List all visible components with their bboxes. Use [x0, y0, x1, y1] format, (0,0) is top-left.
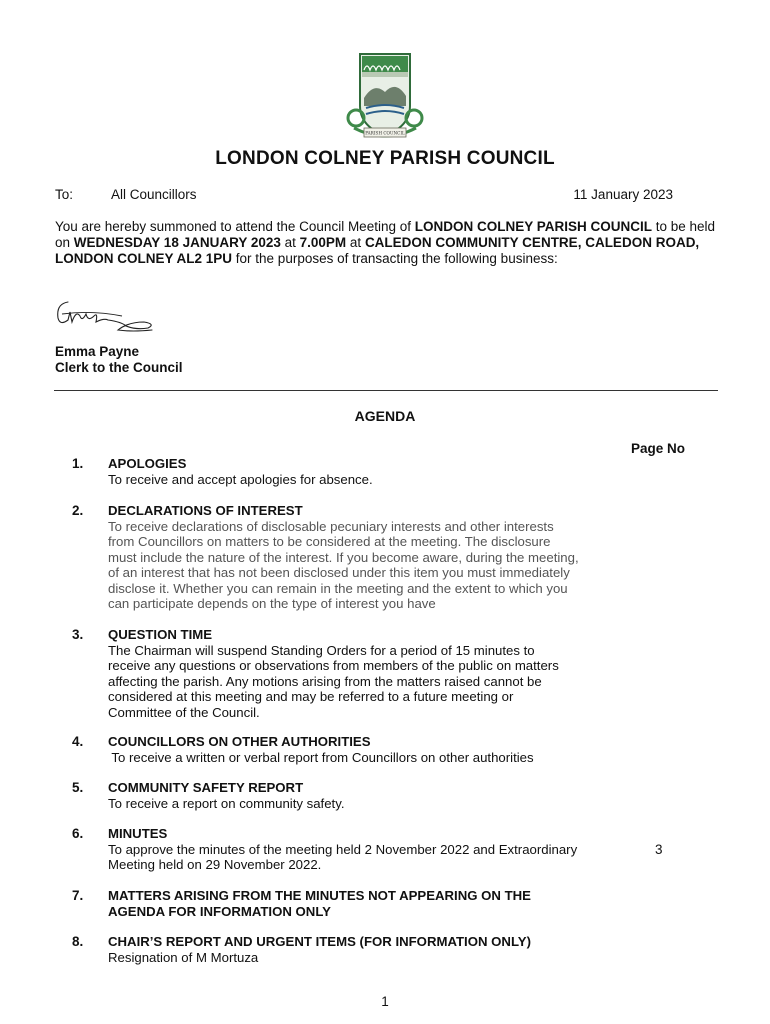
item-text: The Chairman will suspend Standing Orders for a period of 15 minutes to: [108, 642, 535, 658]
recipients: All Councillors: [111, 187, 197, 202]
clerk-name: Emma Payne: [55, 344, 140, 359]
divider-line: [54, 390, 718, 391]
item-text: affecting the parish. Any motions arising from the matters raised cannot be: [108, 673, 542, 689]
item-text: Resignation of M Mortuza: [108, 949, 259, 965]
item-text: To receive and accept apologies for absence.: [108, 471, 373, 487]
item-text: of an interest that has not been disclosed under this item you must immediately: [108, 565, 570, 580]
item-number: 8.: [72, 934, 84, 949]
item-title: COMMUNITY SAFETY REPORT: [108, 780, 304, 795]
item-title: MINUTES: [108, 826, 168, 841]
item-text: can participate depends on the type of interest you have: [108, 596, 436, 611]
item-title: APOLOGIES: [108, 456, 187, 471]
item-text: must include the nature of the interest. If you become aware, during the meeting,: [108, 549, 579, 565]
item-text: Committee of the Council.: [108, 704, 260, 720]
to-label: To:: [55, 187, 74, 202]
item-title: DECLARATIONS OF INTEREST: [108, 503, 303, 518]
item-number: 4.: [72, 734, 84, 749]
item-title: CHAIR’S REPORT AND URGENT ITEMS (FOR INFORMATION ONLY): [108, 934, 531, 949]
clerk-signature: [52, 292, 162, 336]
letter-date: 11 January 2023: [573, 187, 673, 202]
item-text: To receive a report on community safety.: [108, 795, 345, 811]
item-title: MATTERS ARISING FROM THE MINUTES NOT APPEARING ON THE: [108, 888, 531, 903]
clerk-role: Clerk to the Council: [55, 360, 183, 375]
page-no-column-header: Page No: [631, 441, 686, 456]
item-text: Meeting held on 29 November 2022.: [108, 857, 322, 872]
item-text: considered at this meeting and may be referred to a future meeting or: [108, 689, 514, 704]
page-number: 1: [381, 994, 389, 1009]
council-crest-logo: [346, 48, 424, 146]
item-title: QUESTION TIME: [108, 627, 213, 642]
clerk-block: [55, 344, 183, 376]
item-text: disclose it. Whether you can remain in the meeting and the extent to which you: [108, 580, 568, 596]
agenda-heading: AGENDA: [354, 408, 416, 424]
item-text: receive any questions or observations from members of the public on matters: [108, 658, 559, 673]
item-number: 5.: [72, 780, 84, 795]
item-text: To receive declarations of disclosable pecuniary interests and other interests: [108, 518, 554, 534]
item-number: 7.: [72, 888, 84, 903]
item-text: To approve the minutes of the meeting held 2 November 2022 and Extraordinary: [108, 841, 578, 857]
item-title: COUNCILLORS ON OTHER AUTHORITIES: [108, 734, 371, 749]
item-number: 3.: [72, 627, 84, 642]
item-text: from Councillors on matters to be considered at the meeting. The disclosure: [108, 534, 551, 549]
item-page-number: 3: [655, 842, 663, 857]
summons-paragraph: You are hereby summoned to attend the Council Meeting of LONDON COLNEY PARISH COUNCIL to be held on WEDNESDAY 18 JANUARY 2023 at 7.00PM at CALEDON COMMUNITY CENTRE, CALEDON ROAD, LONDON COLNEY AL2 1PU for the purposes of transacting the following business:: [55, 219, 716, 266]
crest-banner-text: PARISH COUNCIL: [365, 130, 405, 136]
item-number: 2.: [72, 503, 84, 518]
item-number: 1.: [72, 456, 84, 471]
item-number: 6.: [72, 826, 84, 841]
item-title-line2: AGENDA FOR INFORMATION ONLY: [108, 903, 331, 919]
council-title: LONDON COLNEY PARISH COUNCIL: [215, 148, 555, 169]
item-text: To receive a written or verbal report from Councillors on other authorities: [108, 749, 534, 765]
